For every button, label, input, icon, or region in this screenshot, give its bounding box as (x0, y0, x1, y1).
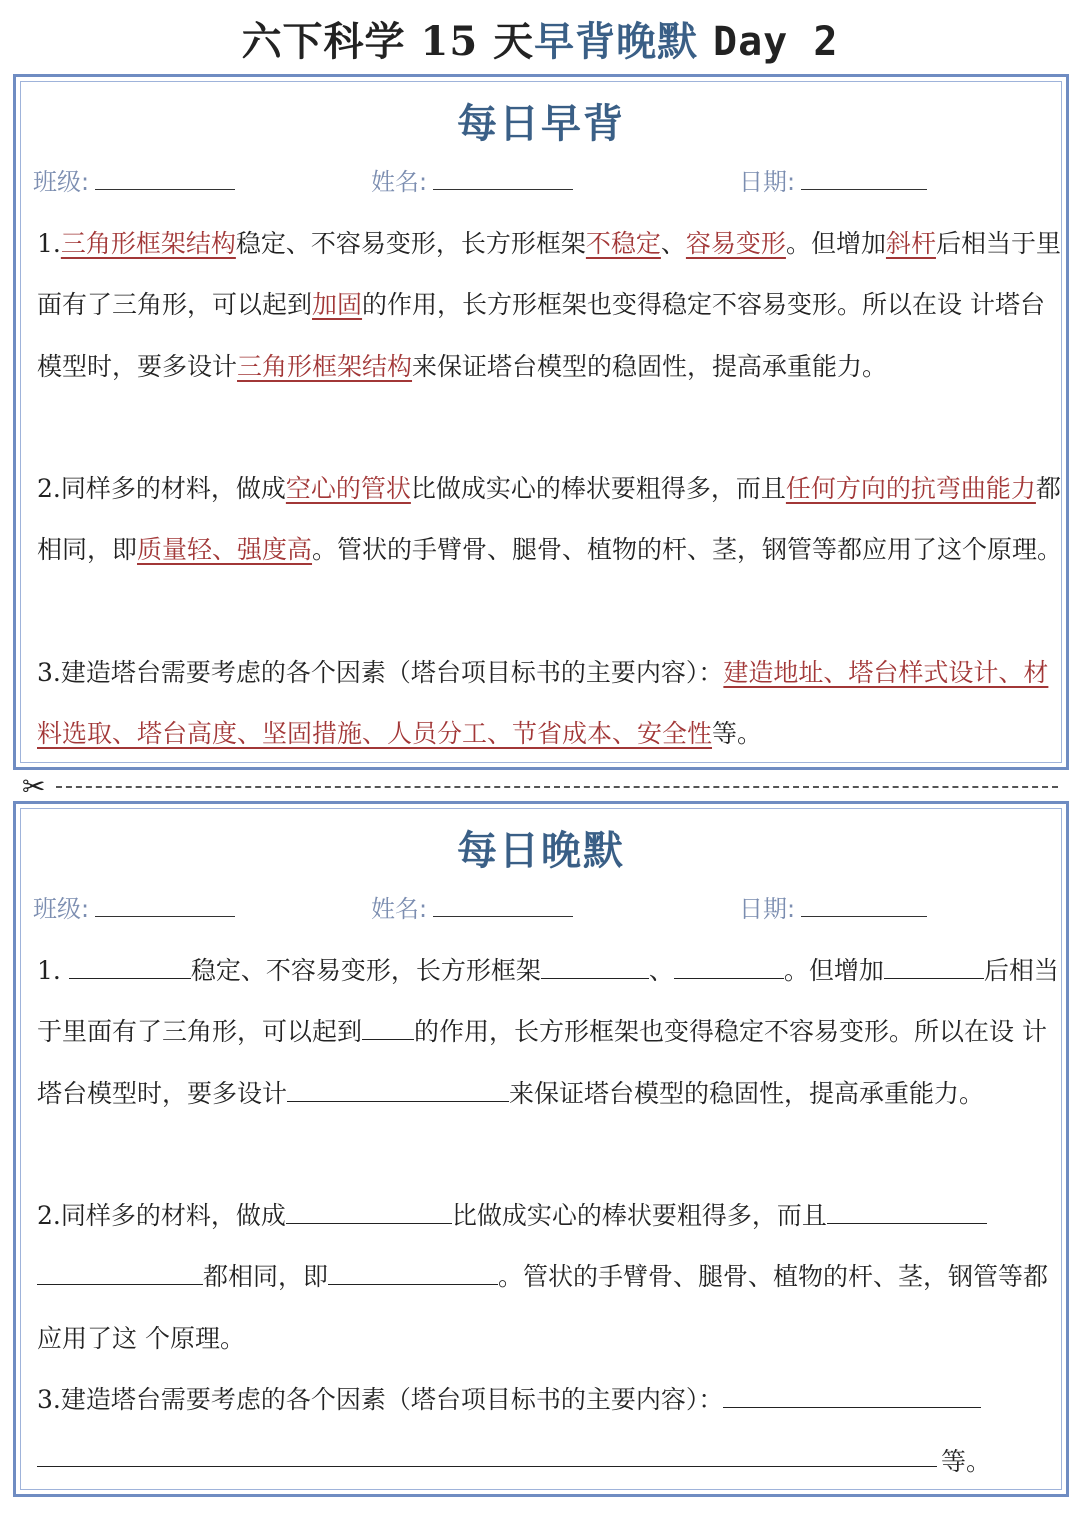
class-field[interactable] (33, 162, 235, 202)
text: 比做成实心的棒状要粗得多，而且 (410, 474, 786, 503)
text: 等。 (941, 1447, 992, 1476)
answer: 不稳定 (585, 229, 661, 258)
evening-paragraph-3-end (941, 1431, 1061, 1492)
class-blank[interactable] (95, 890, 235, 917)
text: 等。 (712, 719, 763, 749)
morning-info-row (21, 162, 1061, 202)
text: 稳定、不容易变形，长方形框架 (190, 956, 541, 985)
text: 比做成实心的棒状要粗得多，而且 (451, 1201, 827, 1230)
date-blank[interactable] (801, 163, 927, 190)
answer: 三角形框架结构 (60, 229, 236, 258)
text: 。但增加 (783, 956, 884, 985)
title-part2: 早背晚默 (534, 18, 699, 65)
text: 都相同，即 (37, 474, 1061, 565)
class-label: 班级: (33, 895, 90, 923)
morning-card-inner (20, 81, 1062, 763)
p3-num: 3. (37, 1385, 61, 1414)
text: 的作用，长方形框架也变得稳定不容易变形。所以在设 计塔台模型时，要多设计 (37, 290, 1045, 381)
morning-title: 每日早背 (457, 101, 625, 147)
p1-num: 1. (37, 229, 61, 258)
date-label: 日期: (739, 895, 796, 923)
fill-blank[interactable] (286, 1201, 452, 1224)
date-blank[interactable] (801, 890, 927, 917)
name-label: 姓名: (371, 895, 428, 923)
text: 。管状的手臂骨、腿骨、植物的杆、茎，钢管等都应用了这个原理。 (312, 535, 1063, 565)
fill-blank[interactable] (827, 1201, 987, 1224)
class-field[interactable] (33, 889, 235, 929)
text: 、 (660, 229, 686, 258)
dashed-divider (56, 786, 1058, 788)
morning-card (13, 74, 1069, 770)
evening-paragraph-1 (37, 940, 1065, 1124)
answer: 三角形框架结构 (237, 351, 413, 381)
name-blank[interactable] (433, 163, 573, 190)
text: 来保证塔台模型的稳固性，提高承重能力。 (509, 1078, 985, 1108)
class-label: 班级: (33, 168, 90, 196)
p2-num: 2. (37, 1201, 61, 1230)
text: 建造塔台需要考虑的各个因素（塔台项目标书的主要内容）： (60, 658, 724, 687)
text: 同样多的材料，做成 (60, 474, 286, 503)
text: 所以在设 计塔台模型时，要多设计 (37, 1017, 1047, 1108)
fill-blank[interactable] (362, 1017, 414, 1040)
evening-paragraph-3 (37, 1369, 1065, 1430)
evening-paragraph-2 (37, 1185, 1065, 1369)
text: 后相当于里面有了三角形，可以起到 (37, 229, 1061, 320)
fill-blank[interactable] (541, 956, 649, 979)
fill-blank[interactable] (37, 1262, 203, 1285)
name-field[interactable] (371, 889, 573, 929)
answer: 加固 (312, 290, 363, 320)
answer: 建造地址、塔台样式设计、材料选取、塔台高度、坚固措施、人员分工、节省成本、安全性 (37, 658, 1049, 749)
text: 、 (648, 956, 674, 985)
title-part3: Day 2 (713, 19, 839, 65)
morning-paragraph-2 (37, 458, 1065, 581)
evening-info-row (21, 889, 1061, 929)
text: 的作用，长方形框架也变得稳定不容易变形。 (414, 1017, 915, 1047)
page-title (0, 12, 1080, 72)
answer: 质量轻、强度高 (137, 535, 313, 565)
answer: 容易变形 (685, 229, 786, 258)
evening-card (13, 801, 1069, 1497)
fill-blank[interactable] (287, 1079, 509, 1102)
text: 后相当于里面有了三角形，可以起到 (37, 956, 1059, 1047)
date-label: 日期: (739, 168, 796, 196)
answer: 空心的管状 (285, 474, 411, 503)
fill-blank[interactable] (674, 956, 784, 979)
title-part1: 六下科学 15 天 (241, 18, 535, 65)
fill-blank[interactable] (723, 1385, 981, 1408)
class-blank[interactable] (95, 163, 235, 190)
cut-line (22, 772, 1058, 802)
date-field[interactable] (739, 162, 927, 202)
name-blank[interactable] (433, 890, 573, 917)
p3-num: 3. (37, 658, 61, 687)
text: 来保证塔台模型的稳固性，提高承重能力。 (412, 351, 888, 381)
p2-num: 2. (37, 474, 61, 503)
p1-num: 1. (37, 956, 61, 985)
fill-blank[interactable] (884, 956, 984, 979)
text: 。管状的手臂骨、腿骨、植物的杆、茎，钢管等都应用了这 个原理。 (37, 1262, 1049, 1353)
answer: 斜杆 (885, 229, 936, 258)
scissors-icon: ✂ (22, 770, 46, 803)
text: 同样多的材料，做成 (60, 1201, 286, 1230)
text: 稳定、不容易变形，长方形框架 (235, 229, 586, 258)
name-field[interactable] (371, 162, 573, 202)
evening-card-inner (20, 808, 1062, 1490)
text: 建造塔台需要考虑的各个因素（塔台项目标书的主要内容）： (60, 1385, 724, 1414)
date-field[interactable] (739, 889, 927, 929)
evening-title: 每日晚默 (457, 828, 625, 874)
morning-paragraph-1 (37, 213, 1065, 397)
answer: 任何方向的抗弯曲能力 (785, 474, 1036, 503)
fill-blank[interactable] (328, 1262, 498, 1285)
fill-blank-long[interactable] (37, 1465, 937, 1467)
morning-paragraph-3 (37, 642, 1065, 765)
text: 都相同，即 (203, 1262, 329, 1292)
name-label: 姓名: (371, 168, 428, 196)
fill-blank[interactable] (69, 956, 191, 979)
text: 。但增加 (785, 229, 886, 258)
